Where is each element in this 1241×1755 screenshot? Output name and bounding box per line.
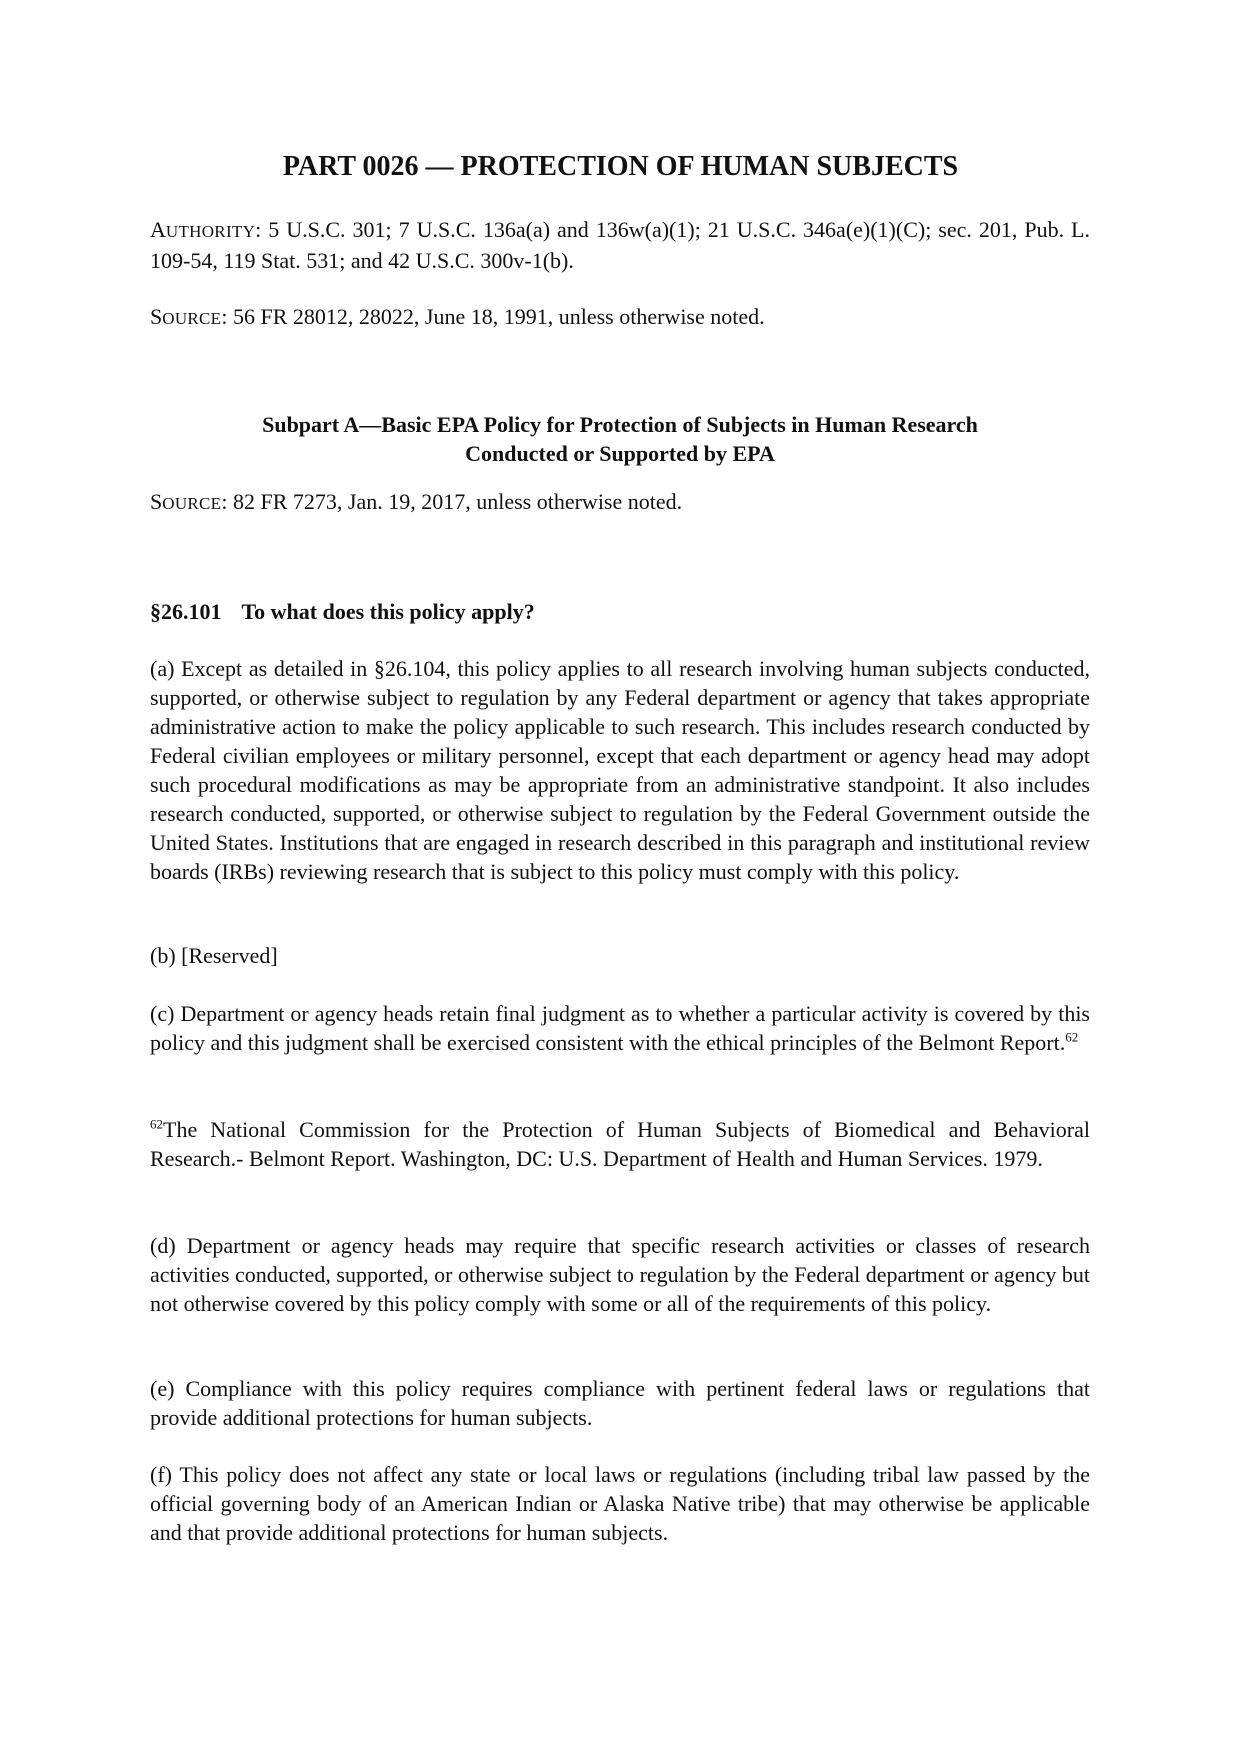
paragraph-e: (e) Compliance with this policy requires compliance with pertinent federal laws or regulations that provide additional protections for human subjects. <box>150 1376 1090 1430</box>
subpart-title-line-2: Conducted or Supported by EPA <box>465 441 775 466</box>
subpart-source-label-rest: OURCE <box>162 494 222 513</box>
subpart-source-paragraph <box>150 487 1090 518</box>
paragraph-d: (d) Department or agency heads may require that specific research activities or classes of research activities conducted, supported, or otherwise subject to regulation by the Federal department or agency but not otherwise covered by this policy comply with some or all of the requirements of this policy. <box>150 1233 1090 1316</box>
paragraph-c <box>150 999 1090 1057</box>
footnote <box>150 1115 1090 1173</box>
source-text: : 56 FR 28012, 28022, June 18, 1991, unless otherwise noted. <box>221 304 765 329</box>
authority-label-initial: A <box>150 217 166 242</box>
source-label-initial: S <box>150 304 163 329</box>
source-paragraph <box>150 302 1090 333</box>
paragraph-c-text: (c) Department or agency heads retain final judgment as to whether a particular activity is covered by this policy and this judgment shall be exercised consistent with the ethical principles of the Belmont Report. <box>150 1001 1090 1055</box>
footnote-reference: 62 <box>1065 1029 1079 1045</box>
footnote-text: The National Commission for the Protection of Human Subjects of Biomedical and Behavioral Research.- Belmont Report. Washington, DC: U.S. Department of Health and Human Services. 1979. <box>150 1117 1090 1171</box>
subpart-source-text: : 82 FR 7273, Jan. 19, 2017, unless otherwise noted. <box>221 489 683 514</box>
authority-paragraph <box>150 215 1090 275</box>
footnote-mark: 62 <box>150 1116 163 1132</box>
subpart-heading <box>150 410 1090 468</box>
source-label-rest: OURCE <box>162 309 222 328</box>
paragraph-b: (b) [Reserved] <box>150 943 278 968</box>
subpart-title-line-1: Subpart A—Basic EPA Policy for Protection of Subjects in Human Research <box>262 412 978 437</box>
subpart-source-label-initial: S <box>150 489 163 514</box>
section-heading <box>150 597 1090 626</box>
page-title: PART 0026 — PROTECTION OF HUMAN SUBJECTS <box>282 151 959 182</box>
paragraph-f: (f) This policy does not affect any state or local laws or regulations (including tribal law passed by the official governing body of an American Indian or Alaska Native tribe) that may otherwise be applicable and that provide additional protections for human subjects. <box>150 1462 1090 1545</box>
section-number: §26.101 <box>150 599 222 624</box>
authority-text: : 5 U.S.C. 301; 7 U.S.C. 136a(a) and 136w(a)(1); 21 U.S.C. 346a(e)(1)(C); sec. 201, Pub. L. 109-54, 119 Stat. 531; and 42 U.S.C. 300v-1(b). <box>150 217 1090 273</box>
paragraph-a: (a) Except as detailed in §26.104, this policy applies to all research involving human subjects conducted, supported, or otherwise subject to regulation by any Federal department or agency that takes appropriate administrative action to make the policy applicable to such research. This includes research conducted by Federal civilian employees or military personnel, except that each department or agency head may adopt such procedural modifications as may be appropriate from an administrative standpoint. It also includes research conducted, supported, or otherwise subject to regulation by the Federal Government outside the United States. Institutions that are engaged in research described in this paragraph and institutional review boards (IRBs) reviewing research that is subject to this policy must comply with this policy. <box>150 656 1090 884</box>
authority-label-rest: UTHORITY <box>165 222 256 241</box>
section-title: To what does this policy apply? <box>241 599 535 624</box>
